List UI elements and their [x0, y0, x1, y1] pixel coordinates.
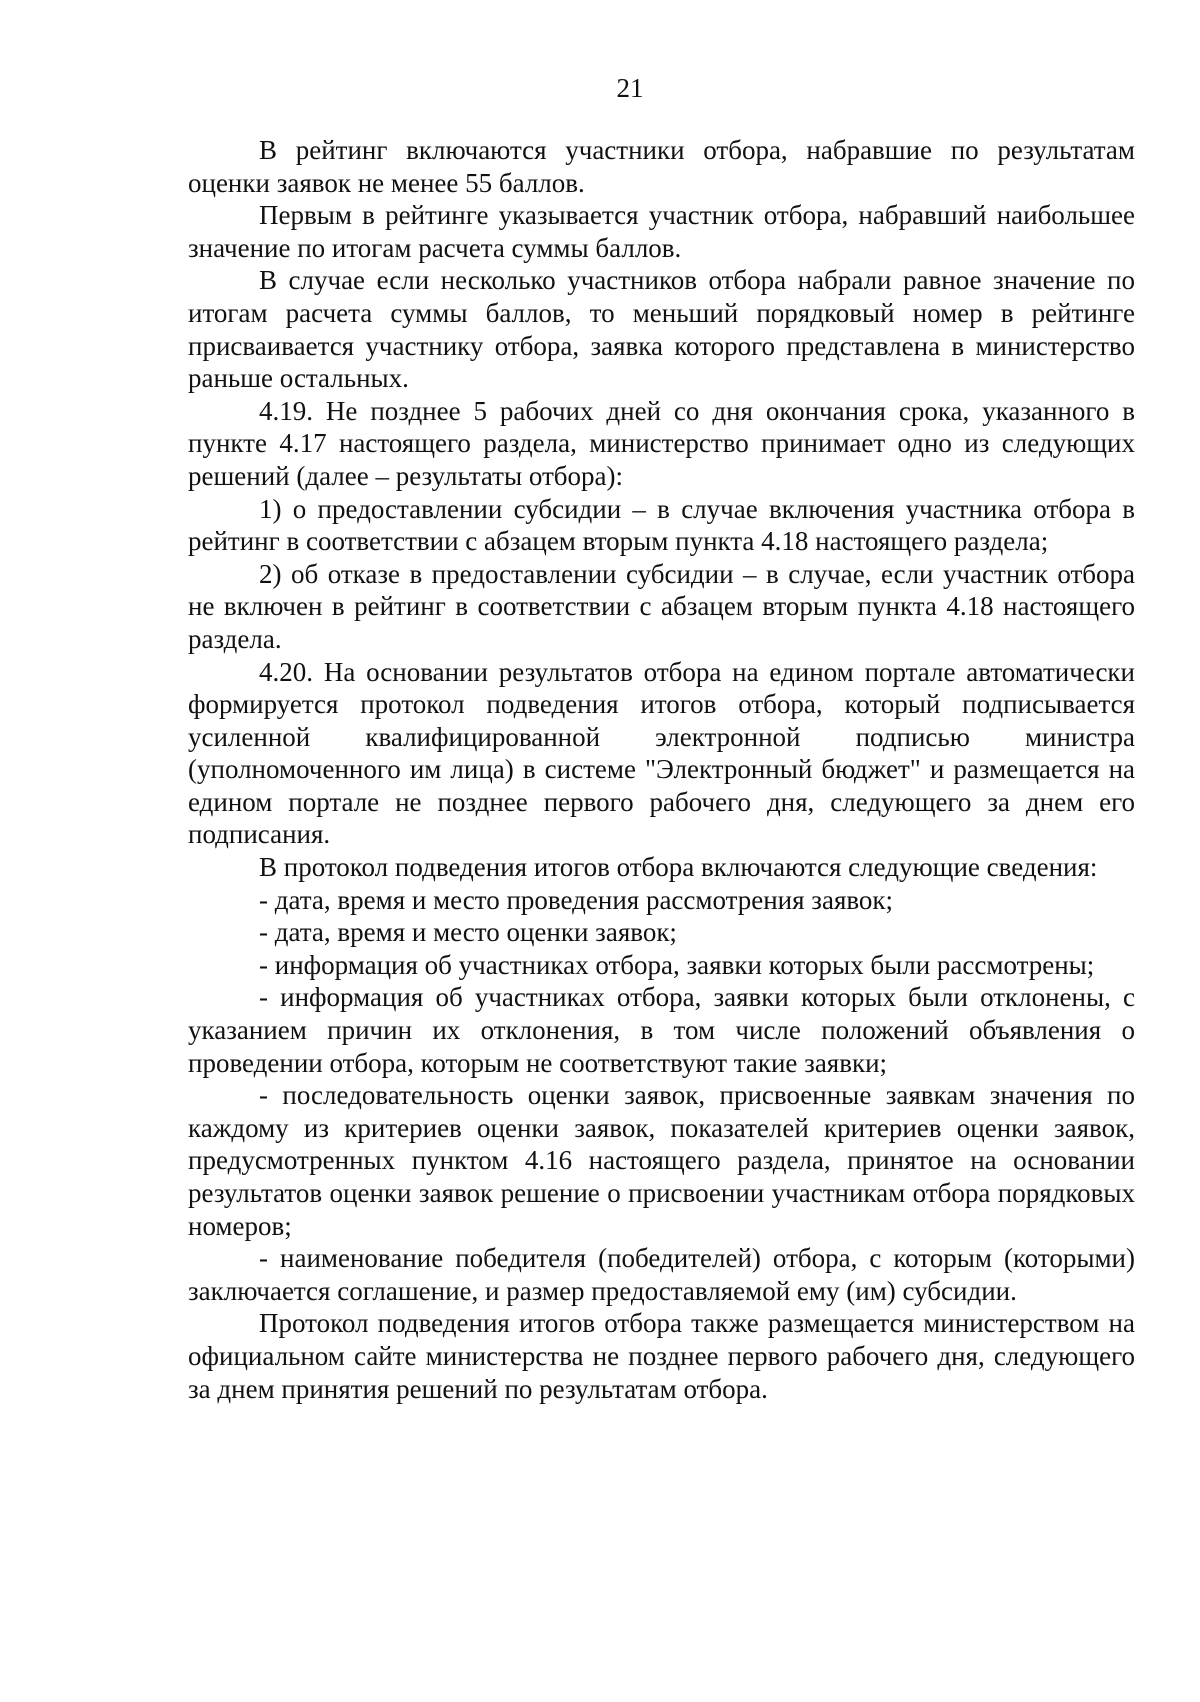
- document-body: [188, 134, 1135, 1405]
- paragraph-rating-inclusion: В рейтинг включаются участники отбора, набравшие по результатам оценки заявок не менее 55 баллов.: [188, 135, 1135, 198]
- paragraph-decision-refusal: 2) об отказе в предоставлении субсидии – в случае, если участник отбора не включен в рейтинг в соответствии с абзацем вторым пункта 4.18 настоящего раздела.: [188, 558, 1135, 654]
- paragraph-equal-score: В случае если несколько участников отбора набрали равное значение по итогам расчета суммы баллов, то меньший порядковый номер в рейтинге присваивается участнику отбора, заявка которого представлена в министерство раньше остальных.: [188, 265, 1135, 394]
- paragraph-decision-grant: 1) о предоставлении субсидии – в случае включения участника отбора в рейтинг в соответствии с абзацем вторым пункта 4.18 настоящего раздела;: [188, 493, 1135, 557]
- paragraph-clause-4-19: 4.19. Не позднее 5 рабочих дней со дня окончания срока, указанного в пункте 4.17 настоящего раздела, министерство принимает одно из следующих решений (далее – результаты отбора):: [188, 395, 1135, 491]
- list-item-evaluation-date: - дата, время и место оценки заявок;: [259, 917, 677, 948]
- paragraph-protocol-contents: В протокол подведения итогов отбора включаются следующие сведения:: [259, 852, 1098, 883]
- paragraph-protocol-publication: Протокол подведения итогов отбора также размещается министерством на официальном сайте министерства не позднее первого рабочего дня, следующего за днем принятия решений по результатам отбора.: [188, 1308, 1135, 1404]
- paragraph-clause-4-20: 4.20. На основании результатов отбора на едином портале автоматически формируется протокол подведения итогов отбора, который подписывается усиленной квалифицированной электронной подписью министра (уполномоченного им лица) в системе "Электронный бюджет" и размещается на едином портале не позднее первого рабочего дня, следующего за днем его подписания.: [188, 656, 1135, 850]
- list-item-evaluation-sequence: - последовательность оценки заявок, присвоенные заявкам значения по каждому из критериев оценки заявок, показателей критериев оценки заявок, предусмотренных пунктом 4.16 настоящего раздела, принятое на основании результатов оценки заявок решение о присвоении участникам отбора порядковых номеров;: [188, 1080, 1135, 1241]
- page-number: 21: [616, 73, 644, 103]
- list-item-rejected-participants: - информация об участниках отбора, заявки которых были отклонены, с указанием причин их отклонения, в том числе положений объявления о проведении отбора, которым не соответствуют такие заявки;: [188, 982, 1135, 1078]
- list-item-winner: - наименование победителя (победителей) отбора, с которым (которыми) заключается соглашение, и размер предоставляемой ему (им) субсидии.: [188, 1243, 1135, 1306]
- list-item-reviewed-participants: - информация об участниках отбора, заявки которых были рассмотрены;: [259, 949, 1095, 980]
- list-item-review-date: - дата, время и место проведения рассмотрения заявок;: [259, 884, 894, 915]
- paragraph-rating-first: Первым в рейтинге указывается участник отбора, набравший наибольшее значение по итогам расчета суммы баллов.: [188, 200, 1135, 263]
